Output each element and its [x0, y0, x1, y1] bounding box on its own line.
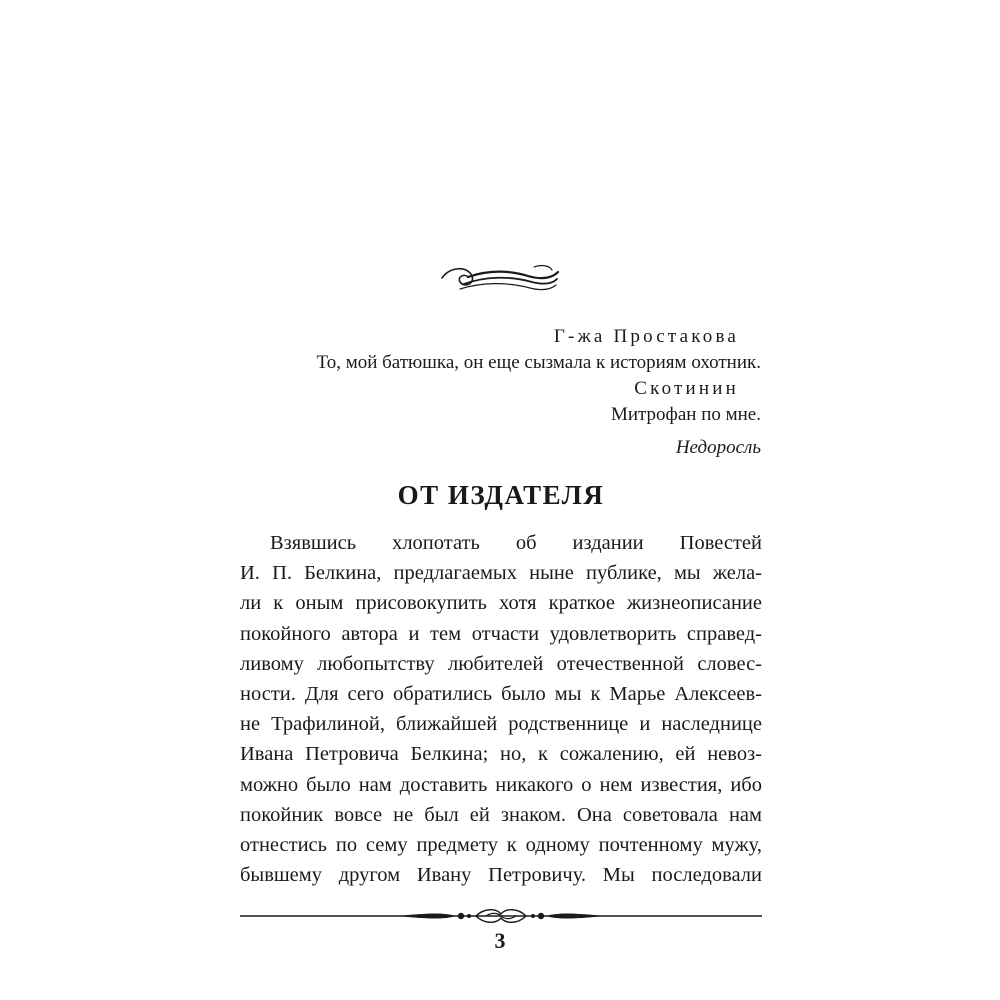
text-line: покойник вовсе не был ей знаком. Она советовала нам — [240, 803, 762, 826]
text-line: отнестись по сему предмету к одному почтенному мужу, — [240, 834, 762, 857]
text-line: ности. Для сего обратились было мы к Марье Алексеев- — [240, 683, 762, 706]
epigraph-speaker: Г-жа Простакова — [553, 326, 739, 347]
epigraph-speaker: Скотинин — [634, 378, 739, 399]
body-text — [240, 528, 762, 890]
text-line: ливому любопытству любителей отечественной словес- — [240, 652, 762, 675]
text-line: ли к оным присовокупить хотя краткое жизнеописание — [240, 592, 762, 615]
text-line: Ивана Петровича Белкина; но, к сожалению, ей невоз- — [240, 743, 762, 766]
text-line: И. П. Белкина, предлагаемых ныне публике, мы жела- — [240, 562, 762, 585]
epigraph-line: Митрофан по мне. — [610, 404, 761, 425]
epigraph-line: То, мой батюшка, он еще сызмала к историям охотник. — [316, 352, 761, 373]
page-number: 3 — [494, 928, 506, 953]
epigraph-source: Недоросль — [675, 437, 761, 458]
text-line: Взявшись хлопотать об издании Повестей — [270, 532, 762, 554]
text-line: покойного автора и тем отчасти удовлетворить справед- — [240, 622, 762, 645]
flourish-ornament-icon — [438, 258, 562, 298]
epigraph — [201, 324, 761, 461]
text-line: бывшему другом Ивану Петровичу. Мы последовали — [240, 864, 762, 887]
chapter-heading: ОТ ИЗДАТЕЛЯ — [397, 480, 605, 510]
footer-ornamental-rule-icon — [240, 904, 762, 928]
text-line: можно было нам доставить никакого о нем известия, ибо — [240, 773, 762, 796]
text-line: не Трафилиной, ближайшей родственнице и наследнице — [240, 713, 762, 736]
